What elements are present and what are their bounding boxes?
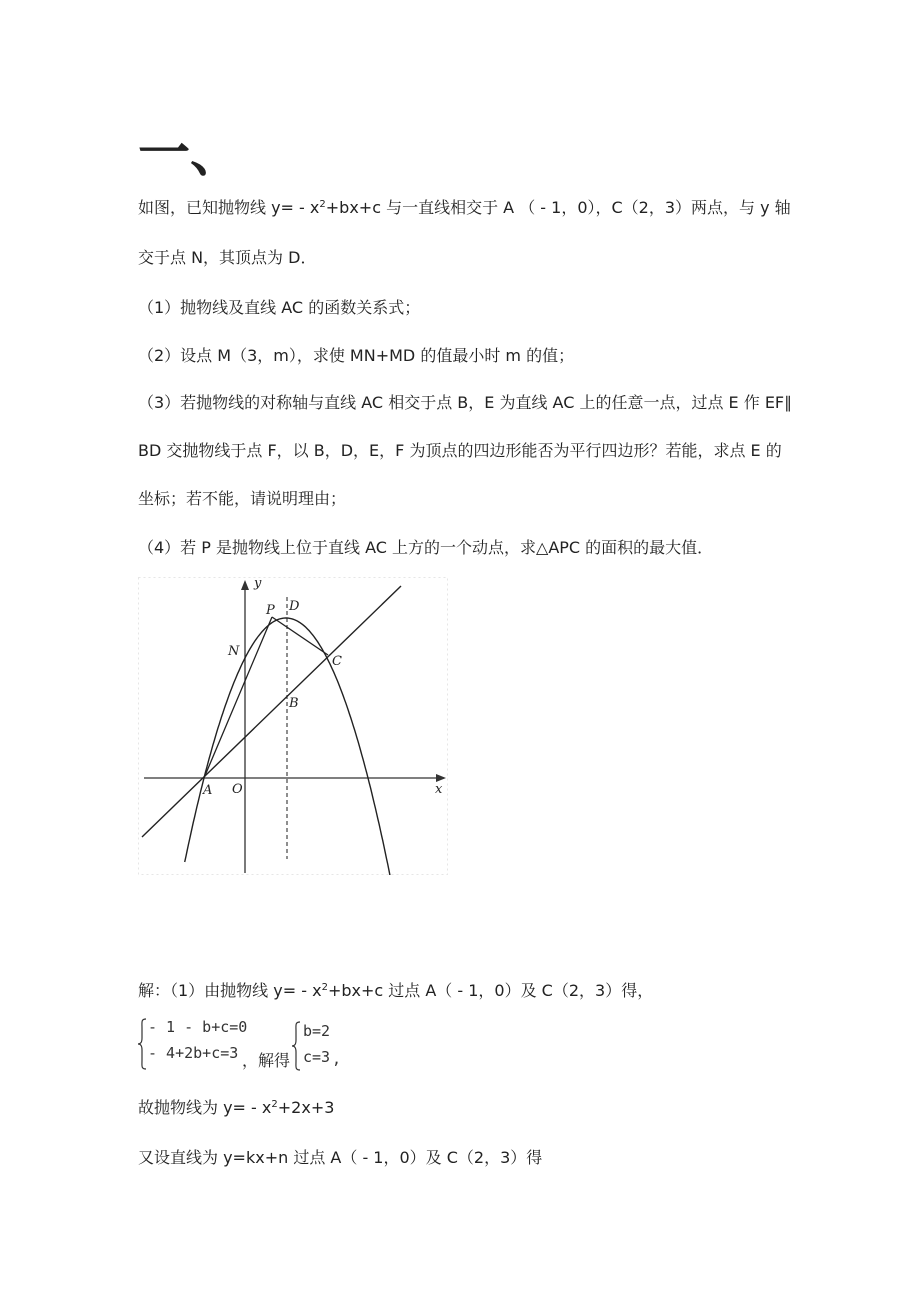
system2-eq1: b=2 (303, 1022, 331, 1040)
left-brace-2 (291, 1021, 301, 1071)
question-3-line2: BD 交抛物线于点 F，以 B，D，E，F 为顶点的四边形能否为平行四边形？若能，求点 E 的 (138, 441, 782, 460)
problem-intro-line2: 交于点 N，其顶点为 D． (138, 248, 317, 267)
x-axis-label: x (435, 782, 443, 797)
system1-eq1: - 1 - b+c=0 (148, 1018, 248, 1036)
solve-connector: ，解得 (242, 1051, 291, 1070)
point-c-label: C (332, 654, 342, 669)
point-n-label: N (228, 644, 240, 659)
line-setup: 又设直线为 y=kx+n 过点 A（ - 1，0）及 C（2，3）得 (138, 1148, 543, 1167)
question-1: （1）抛物线及直线 AC 的函数关系式； (138, 298, 421, 317)
parabola-result: 故抛物线为 $y= - x^2+2x+3$ (138, 1098, 335, 1117)
x-axis-arrow (436, 774, 446, 782)
question-2: （2）设点 M（3，m），求使 MN+MD 的值最小时 m 的值； (138, 346, 575, 365)
origin-label: O (232, 782, 243, 797)
parabola-curve (185, 618, 392, 875)
question-3-line1: （3）若抛物线的对称轴与直线 AC 相交于点 B，E 为直线 AC 上的任意一点，过点 E 作 EF∥ (138, 393, 793, 412)
question-4: （4）若 P 是抛物线上位于直线 AC 上方的一个动点，求△APC 的面积的最大值． (138, 538, 714, 557)
point-d-label: D (289, 599, 300, 614)
point-a-label: A (203, 783, 213, 798)
parabola-figure (138, 577, 448, 875)
question-3-line3: 坐标；若不能，请说明理由； (138, 489, 347, 508)
system2-eq2: c=3 (303, 1048, 331, 1066)
system1-eq2: - 4+2b+c=3 (148, 1044, 239, 1062)
segment-pa (204, 617, 272, 778)
y-axis-arrow (241, 580, 249, 590)
y-axis-label: y (254, 577, 262, 591)
section-heading: 一、 (138, 124, 243, 184)
point-p-label: P (266, 603, 275, 618)
problem-intro-line1: 如图，已知抛物线 $y= - x^2+bx+c$ 与一直线相交于 A （ - 1，0），C（2，3）两点，与 y 轴 (138, 198, 791, 217)
figure-frame (139, 578, 448, 875)
point-b-label: B (289, 696, 299, 711)
solution-line1: 解：（1）由抛物线 $y= - x^2+bx+c$ 过点 A（ - 1，0）及 C（2，3）得， (138, 981, 654, 1000)
system2-end: , (332, 1050, 342, 1068)
left-brace-1 (137, 1018, 147, 1070)
